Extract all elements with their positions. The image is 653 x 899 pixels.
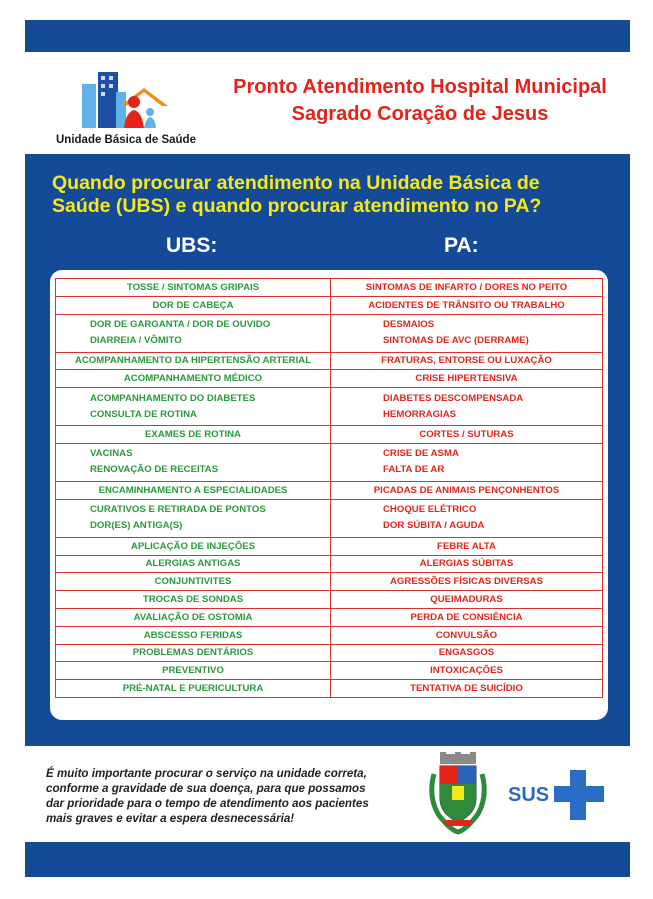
ubs-item: APLICAÇÃO DE INJEÇÕES bbox=[130, 540, 256, 552]
table-row bbox=[56, 555, 603, 573]
pa-cell bbox=[331, 573, 603, 591]
sus-logo-icon bbox=[508, 766, 613, 824]
ubs-item: VACINAS bbox=[90, 448, 133, 460]
ubs-item: AVALIAÇÃO DE OSTOMIA bbox=[133, 611, 253, 623]
pa-cell bbox=[331, 352, 603, 370]
table-row bbox=[56, 279, 603, 297]
pa-item: TENTATIVA DE SUICÍDIO bbox=[410, 683, 523, 695]
footer-note-line: dar prioridade para o tempo de atendimento aos pacientes bbox=[46, 797, 369, 810]
pa-item: ACIDENTES DE TRÂNSITO OU TRABALHO bbox=[368, 299, 565, 311]
pa-item: SINTOMAS DE AVC (DERRAME) bbox=[383, 335, 529, 347]
table-row bbox=[56, 499, 603, 537]
pa-item: INTOXICAÇÕES bbox=[430, 665, 503, 677]
logo-caption: Unidade Básica de Saúde bbox=[56, 134, 196, 146]
ubs-item: DIARREIA / VÔMITO bbox=[90, 335, 182, 347]
table-row bbox=[56, 388, 603, 426]
ubs-item: TOSSE / SINTOMAS GRIPAIS bbox=[126, 281, 260, 293]
pa-item: AGRESSÕES FÍSICAS DIVERSAS bbox=[390, 576, 543, 588]
table-row bbox=[56, 426, 603, 444]
question-heading bbox=[52, 172, 612, 218]
footer-note-line: É muito importante procurar o serviço na unidade correta, bbox=[46, 767, 367, 780]
ubs-item: ENCAMINHAMENTO A ESPECIALIDADES bbox=[98, 484, 288, 496]
pa-item: DESMAIOS bbox=[383, 319, 435, 331]
table-row bbox=[56, 370, 603, 388]
pa-item: ALERGIAS SÚBITAS bbox=[419, 558, 514, 570]
bottom-band bbox=[25, 842, 630, 877]
ubs-cell bbox=[56, 555, 331, 573]
ubs-cell bbox=[56, 279, 331, 297]
municipal-crest-icon bbox=[426, 752, 490, 836]
ubs-cell bbox=[56, 352, 331, 370]
pa-item: PERDA DE CONSIÊNCIA bbox=[410, 611, 523, 623]
table-row bbox=[56, 352, 603, 370]
footer-note-line: mais graves e evitar a espera desnecessária! bbox=[46, 812, 295, 825]
top-band bbox=[25, 20, 630, 52]
pa-cell bbox=[331, 279, 603, 297]
pa-cell bbox=[331, 370, 603, 388]
pa-cell bbox=[331, 626, 603, 644]
ubs-cell bbox=[56, 608, 331, 626]
pa-item: DOR SÚBITA / AGUDA bbox=[383, 520, 485, 532]
table-row bbox=[56, 591, 603, 609]
table-row bbox=[56, 644, 603, 662]
ubs-cell bbox=[56, 426, 331, 444]
ubs-item: CONSULTA DE ROTINA bbox=[90, 408, 197, 420]
pa-cell bbox=[331, 296, 603, 314]
pa-cell bbox=[331, 555, 603, 573]
ubs-item: RENOVAÇÃO DE RECEITAS bbox=[90, 464, 219, 476]
pa-cell bbox=[331, 443, 603, 481]
pa-cell bbox=[331, 680, 603, 698]
pa-item: CRISE HIPERTENSIVA bbox=[415, 373, 518, 385]
pa-item: PICADAS DE ANIMAIS PENÇONHENTOS bbox=[373, 484, 560, 496]
ubs-cell bbox=[56, 644, 331, 662]
sus-label: SUS bbox=[508, 784, 550, 806]
ubs-item: PRÉ-NATAL E PUERICULTURA bbox=[122, 683, 264, 695]
pa-item: CRISE DE ASMA bbox=[383, 448, 459, 460]
ubs-cell bbox=[56, 443, 331, 481]
ubs-item: CONJUNTIVITES bbox=[154, 576, 232, 588]
pa-cell bbox=[331, 499, 603, 537]
table-row bbox=[56, 662, 603, 680]
pa-cell bbox=[331, 388, 603, 426]
pa-item: HEMORRAGIAS bbox=[383, 408, 457, 420]
table-row bbox=[56, 573, 603, 591]
ubs-cell bbox=[56, 537, 331, 555]
title-line-2: Sagrado Coração de Jesus bbox=[291, 103, 549, 125]
ubs-cell bbox=[56, 662, 331, 680]
comparison-table bbox=[55, 278, 603, 698]
pa-cell bbox=[331, 426, 603, 444]
pa-column-heading: PA: bbox=[444, 234, 479, 257]
pa-item: SINTOMAS DE INFARTO / DORES NO PEITO bbox=[365, 281, 568, 293]
title-line-1: Pronto Atendimento Hospital Municipal bbox=[233, 76, 607, 98]
pa-item: CORTES / SUTURAS bbox=[419, 429, 514, 441]
pa-cell bbox=[331, 314, 603, 352]
table-row bbox=[56, 443, 603, 481]
ubs-item: CURATIVOS E RETIRADA DE PONTOS bbox=[90, 504, 266, 516]
table-row bbox=[56, 626, 603, 644]
table-row bbox=[56, 314, 603, 352]
table-row bbox=[56, 481, 603, 499]
ubs-cell bbox=[56, 573, 331, 591]
pa-cell bbox=[331, 481, 603, 499]
table-row bbox=[56, 608, 603, 626]
ubs-column-heading: UBS: bbox=[166, 234, 218, 257]
ubs-cell bbox=[56, 314, 331, 352]
pa-item: CHOQUE ELÉTRICO bbox=[383, 504, 477, 516]
ubs-item: ACOMPANHAMENTO MÉDICO bbox=[123, 373, 263, 385]
pa-item: FALTA DE AR bbox=[383, 464, 445, 476]
pa-cell bbox=[331, 644, 603, 662]
ubs-item: PROBLEMAS DENTÁRIOS bbox=[132, 647, 254, 659]
table-row bbox=[56, 680, 603, 698]
ubs-item: TROCAS DE SONDAS bbox=[142, 594, 244, 606]
question-line-1: Quando procurar atendimento na Unidade Básica de bbox=[52, 172, 540, 194]
footer-note-line: conforme a gravidade de sua doença, para que possamos bbox=[46, 782, 366, 795]
ubs-item: ALERGIAS ANTIGAS bbox=[145, 558, 241, 570]
ubs-item: ACOMPANHAMENTO DO DIABETES bbox=[90, 392, 256, 404]
ubs-item: EXAMES DE ROTINA bbox=[145, 429, 241, 441]
ubs-item: DOR DE CABEÇA bbox=[152, 299, 234, 311]
question-line-2: Saúde (UBS) e quando procurar atendimento no PA? bbox=[52, 195, 542, 217]
pa-item: QUEIMADURAS bbox=[430, 594, 503, 606]
pa-item: ENGASGOS bbox=[438, 647, 495, 659]
pa-item: FRATURAS, ENTORSE OU LUXAÇÃO bbox=[381, 355, 552, 367]
ubs-cell bbox=[56, 370, 331, 388]
ubs-item: ACOMPANHAMENTO DA HIPERTENSÃO ARTERIAL bbox=[74, 355, 312, 367]
table-row bbox=[56, 537, 603, 555]
pa-cell bbox=[331, 608, 603, 626]
ubs-cell bbox=[56, 680, 331, 698]
ubs-cell bbox=[56, 481, 331, 499]
ubs-cell bbox=[56, 388, 331, 426]
ubs-item: PREVENTIVO bbox=[162, 665, 224, 677]
ubs-cell bbox=[56, 499, 331, 537]
ubs-item: ABSCESSO FERIDAS bbox=[143, 629, 243, 641]
ubs-cell bbox=[56, 591, 331, 609]
ubs-cell bbox=[56, 626, 331, 644]
ubs-item: DOR(ES) ANTIGA(S) bbox=[90, 520, 183, 532]
pa-item: FEBRE ALTA bbox=[437, 540, 496, 552]
pa-item: CONVULSÃO bbox=[435, 629, 498, 641]
table-row bbox=[56, 296, 603, 314]
pa-cell bbox=[331, 591, 603, 609]
ubs-cell bbox=[56, 296, 331, 314]
page-title bbox=[222, 74, 618, 128]
pa-cell bbox=[331, 662, 603, 680]
ubs-item: DOR DE GARGANTA / DOR DE OUVIDO bbox=[90, 319, 271, 331]
pa-item: DIABETES DESCOMPENSADA bbox=[383, 392, 524, 404]
pa-cell bbox=[331, 537, 603, 555]
footer-note bbox=[46, 766, 416, 826]
